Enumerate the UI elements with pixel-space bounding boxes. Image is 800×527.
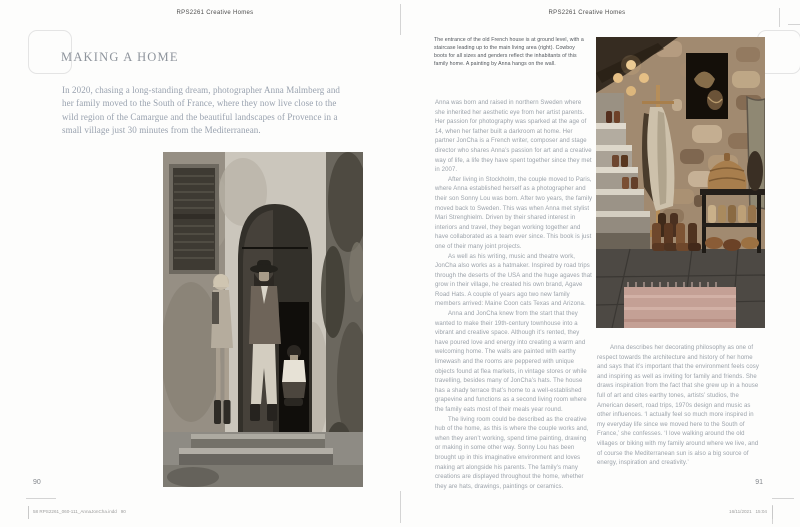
intro-paragraph: In 2020, chasing a long-standing dream, photographer Anna Malmberg and her family moved to the South of France, where they now live close to the wild region of the Camargue and the beautiful landscapes of Provence in a small village just 30 minutes from the Mediterranean. <box>62 85 341 136</box>
window-shutter <box>169 164 219 274</box>
running-head-left: RPS2261 Creative Homes <box>176 10 254 16</box>
running-head-right: RPS2261 Creative Homes <box>548 10 626 16</box>
painting <box>686 53 728 119</box>
center-crop-mark-top <box>400 4 401 35</box>
page-number-right: 91 <box>755 479 763 486</box>
stone-steps <box>163 432 363 487</box>
crop-mark-bottom-right <box>772 498 794 499</box>
crop-mark-right-vertical <box>779 8 780 27</box>
bw-photo-illustration <box>163 152 363 487</box>
body-paragraph: The living room could be described as the creative hub of the home, as this is where the couple works and, when they aren’t working, spend time painting, drawing or making in some other way. Sonny Lou has been brought up in this imaginative environment and loves making art alongside his parents. The family’s many creations are displayed throughout the home, whether they are hats, drawings, paintings or ceramics. <box>435 416 589 490</box>
body-column-2 <box>597 344 759 469</box>
slug-filename: 58 RPS2261_060-111_AnnaJonCha.indd 90 <box>28 506 126 519</box>
page-number-left: 90 <box>33 479 41 486</box>
body-paragraph: As well as his writing, music and theatre work, JonCha also works as a hatmaker. Inspired by road trips through the deserts of the USA and the huge agaves that grow in their village, he created his own brand, Agave Road Hats. A couple of years ago two new family members arrived: Maine Coon cats Texas and Arizona. <box>435 253 592 308</box>
family-doorway-photo <box>163 152 363 487</box>
rug <box>624 282 736 328</box>
body-paragraph: Anna was born and raised in northern Sweden where she inherited her aesthetic eye from her artist parents. Her passion for photography was sparked at the age of 14, when her father built a darkroom at home. Her partner JonCha is a French writer, composer and stage director who shares Anna’s passion for art and a creative way of life, a life they have spent together since they met in 2007. <box>435 100 592 174</box>
body-paragraph: Anna and JonCha knew from the start that they wanted to make their 19th-century townhouse into a vibrant and creative space. Although it’s rented, they have poured love and energy into creating a warm and welcoming home. The walls are painted with earthy limewash and the rooms are peppered with unique objects found at flea markets, in vintage stores or while travelling, besides many of JonCha’s hats. The house has a shady terrace that’s home to a well-established grapevine and functions as a second living room where the family eats most of their meals year round. <box>435 311 587 413</box>
body-paragraph: Anna describes her decorating philosophy as one of respect towards the architecture and history of her home and says that it’s important that the environment feels cosy and inspiring as well as inviting for family and friends. She draws inspiration from the fact that she grew up in a house full of art and cites earthy tones, artists’ studios, the American desert, road trips, 1970s design and music as other influences. ‘I actually feel so much more inspired in my everyday life since we moved here to the South of France,’ she confesses. ‘I love walking around the old villages or biking with my family around where we live, and of course the Mediterranean sun is also a big source of energy, inspiration and creativity.’ <box>597 345 759 467</box>
slug-timestamp: 16/11/2021 15:04 <box>729 506 773 519</box>
entrance-staircase-photo <box>596 37 765 328</box>
body-column-1 <box>435 99 593 492</box>
crop-mark-right-horizontal <box>788 24 800 25</box>
color-photo-illustration <box>596 37 765 328</box>
body-paragraph: After living in Stockholm, the couple moved to Paris, where Anna established herself as a photographer and their son Sonny Lou was born. After two years, the family moved back to Sweden. This was when Anna met stylist Mari Strenghielm. Driven by their shared interest in interiors and travel, they began working together and have collaborated as a team ever since. This book is just one of their many joint projects. <box>435 176 593 250</box>
chapter-title: MAKING A HOME <box>61 50 179 64</box>
center-crop-mark-bottom <box>400 491 401 523</box>
crop-mark-bottom-left <box>26 498 56 499</box>
photo-caption: The entrance of the old French house is at ground level, with a staircase leading up to the main living area (right). Cowboy boots for all sizes and genders reflect the inhabitants of this family home. A painting by Anna hangs on the wall. <box>434 37 584 67</box>
